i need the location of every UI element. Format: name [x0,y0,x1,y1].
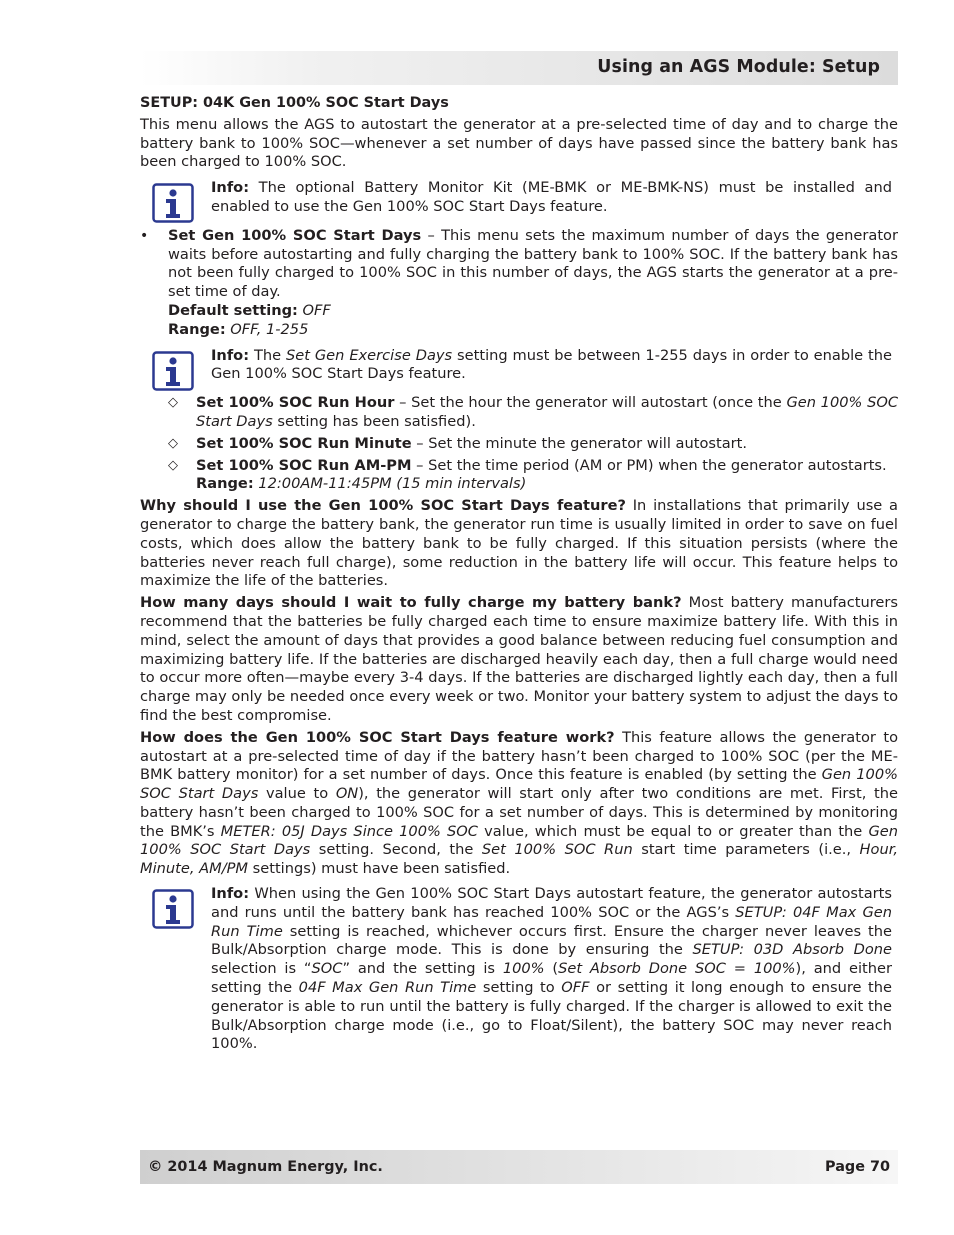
info-label: Info: [211,179,250,197]
default-label: Default setting: [168,301,298,319]
sub-title: Set 100% SOC Run Hour [196,394,395,412]
faq-days [140,594,898,726]
info-text-italic: 100% [502,960,545,978]
faq-answer: setting. Second, the [310,841,482,859]
info-text: selection is “ [211,960,312,978]
info-text-italic: OFF [561,979,590,997]
bullet-text: – This menu sets the maximum number of days the generator waits before autostarting and fully charging the battery bank to 100% SOC. If the battery bank has not been fully charged to 100% SOC in this number of days, the AGS starts the generator at a pre-set time of day. [168,226,898,301]
info-label: Info: [211,885,250,903]
faq-question: Why should I use the Gen 100% SOC Start Days feature? [140,497,626,515]
info-icon [152,351,194,397]
faq-question: How many days should I wait to fully charge my battery bank? [140,594,682,612]
info-text-italic: 04F Max Gen Run Time [298,979,477,997]
faq-answer: This feature allows the generator to autostart at a pre-selected time of day if the battery hasn’t been charged to 100% SOC (per the ME-BMK battery monitor) for a set number of days. Once this feature is enabled (by setting the [140,728,898,784]
faq-answer: value, which must be equal to or greater than the [477,822,869,840]
info-note-2-wrap [140,347,898,385]
faq-answer-italic: Gen 100% SOC Start Days [140,766,898,803]
info-text: ” and the setting is [342,960,503,978]
faq-answer-italic: Gen 100% SOC Start Days [140,822,898,859]
info-text: The [249,346,286,364]
info-text: ), and either setting the [211,960,892,997]
diamond-marker: ◇ [168,395,178,411]
header-title: Using an AGS Module: Setup [597,57,880,77]
bullet-title: Set Gen 100% SOC Start Days [168,226,422,244]
bullet-start-days [140,227,898,340]
footer-copyright: © 2014 Magnum Energy, Inc. [148,1159,383,1175]
info-note-3 [140,885,892,1054]
diamond-marker: ◇ [168,457,178,473]
faq-answer: ), the generator will start only after two conditions are met. First, the battery hasn’t been charged to 100% SOC for a set number of days. This is determined by monitoring the BMK’s [140,785,899,840]
bullet-marker: • [140,227,149,244]
sub-text-italic: Gen 100% SOC Start Days [196,394,899,430]
info-text-italic: Set Gen Exercise Days [286,346,453,364]
sub-run-ampm [140,457,898,495]
faq-answer-italic: Set 100% SOC Run [481,841,633,859]
sub-text: – Set the hour the generator will autostart (once the [394,394,787,412]
info-text-italic: SETUP: 03D Absorb Done [692,941,892,959]
page-footer [140,1150,898,1184]
info-text-italic: Set Absorb Done SOC = 100% [558,960,796,978]
info-label: Info: [211,346,250,364]
info-text: ( [544,960,559,978]
default-value: OFF [302,301,331,319]
info-text: setting is reached, whichever occurs first. Ensure the charger never leaves the Bulk/Absorption charge mode. This is done by ensuring the [211,922,892,959]
faq-answer-italic: ON [335,785,359,803]
faq-question: How does the Gen 100% SOC Start Days feature work? [140,728,615,746]
section-intro: This menu allows the AGS to autostart the generator at a pre-selected time of day and to charge the battery bank to 100% SOC—whenever a set number of days have passed since the battery bank has been charged to 100% SOC. [140,115,898,171]
range-value: OFF, 1-255 [230,320,309,338]
sub-run-minute [140,435,898,454]
faq-answer: settings) must have been satisfied. [248,860,511,878]
info-text: setting to [476,979,562,997]
faq-answer: Most battery manufacturers recommend that the batteries be fully charged each time to ensure maximize battery life. With this in mind, select the amount of days that provides a good balance between reducing fuel consumption and maximizing battery life. If the batteries are discharged heavily each day, then a full charge would need to occur more often—maybe every 3-4 days. If the batteries are discharged lightly each day, then a full charge may only be needed once every week or two. Monitor your battery system to adjust the days to find the best compromise. [140,594,898,724]
info-note-2 [168,347,892,385]
info-text: The optional Battery Monitor Kit (ME-BMK or ME-BMK-NS) must be installed and enabled to use the Gen 100% SOC Start Days feature. [211,179,892,215]
info-text-italic: SETUP: 04F Max Gen Run Time [211,903,892,940]
sub-run-hour [140,394,898,432]
range-label: Range: [196,475,254,493]
sub-text: – Set the time period (AM or PM) when the generator autostarts. [411,456,887,474]
page-content [140,94,898,1064]
footer-page-number: Page 70 [825,1159,890,1175]
sub-text: – Set the minute the generator will autostart. [411,434,748,452]
info-text: or setting it long enough to ensure the generator is able to run until the battery is fully charged. If the charger is allowed to exit the Bulk/Absorption charge mode (i.e., go to Float/Silent), the battery SOC may never reach 100%. [211,979,892,1053]
sub-title: Set 100% SOC Run Minute [196,434,412,452]
info-note-1 [140,179,892,217]
range-value: 12:00AM-11:45PM (15 min intervals) [258,475,527,493]
faq-answer: In installations that primarily use a generator to charge the battery bank, the generator run time is usually limited in order to save on fuel costs, which does allow the battery bank to be fully charged. If this situation persists (where the batteries never reach full charge), some reduction in the battery life will occur. This feature helps to maximize the life of the batteries. [140,497,898,590]
sub-text: setting has been satisfied). [272,412,476,430]
info-text: setting must be between 1-255 days in order to enable the Gen 100% SOC Start Days feature. [211,346,892,383]
page-header [140,51,898,85]
info-text-italic: SOC [311,960,343,978]
faq-answer: start time parameters (i.e., [632,841,860,859]
info-icon [152,183,194,229]
section-title: SETUP: 04K Gen 100% SOC Start Days [140,95,449,111]
info-icon [152,889,194,935]
range-label: Range: [168,320,226,338]
sub-title: Set 100% SOC Run AM-PM [196,456,412,474]
faq-answer-italic: METER: 05J Days Since 100% SOC [220,822,478,840]
faq-why [140,497,898,591]
faq-answer: value to [258,785,336,803]
info-text: When using the Gen 100% SOC Start Days autostart feature, the generator autostarts and runs until the battery bank has reached 100% SOC or the AGS’s [211,885,892,921]
faq-answer-italic: Hour, Minute, AM/PM [140,841,898,878]
diamond-marker: ◇ [168,435,178,451]
faq-how [140,729,898,879]
